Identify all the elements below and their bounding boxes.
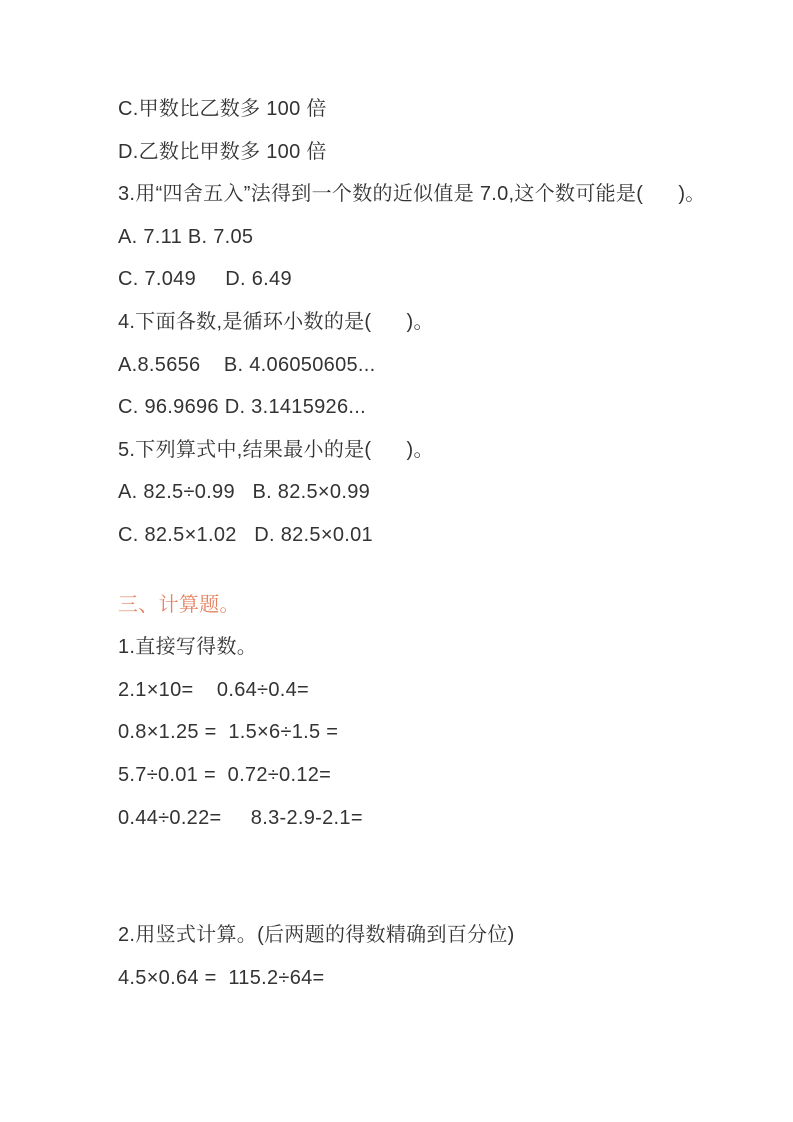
calculation-row-5: 4.5×0.64 = 115.2÷64= <box>118 966 325 989</box>
section-heading-calculation: 三、计算题。 <box>118 593 240 616</box>
question-3: 3.用“四舍五入”法得到一个数的近似值是 7.0,这个数可能是( )。 <box>118 183 706 206</box>
calculation-row-4: 0.44÷0.22= 8.3-2.9-2.1= <box>118 806 363 829</box>
choice-options-q4-cd: C. 96.9696 D. 3.1415926... <box>118 396 366 419</box>
question-5: 5.下列算式中,结果最小的是( )。 <box>118 438 434 461</box>
choice-options-q5-ab: A. 82.5÷0.99 B. 82.5×0.99 <box>118 481 371 504</box>
choice-options-q5-cd: C. 82.5×1.02 D. 82.5×0.01 <box>118 523 373 546</box>
choice-options-q4-ab: A.8.5656 B. 4.06050605... <box>118 353 376 376</box>
choice-option-q2-d: D.乙数比甲数多 100 倍 <box>118 140 327 163</box>
calculation-row-3: 5.7÷0.01 = 0.72÷0.12= <box>118 763 332 786</box>
question-4: 4.下面各数,是循环小数的是( )。 <box>118 310 434 333</box>
instruction-column-calculation: 2.用竖式计算。(后两题的得数精确到百分位) <box>118 924 515 947</box>
worksheet-content <box>118 88 748 999</box>
calculation-row-2: 0.8×1.25 = 1.5×6÷1.5 = <box>118 721 339 744</box>
choice-options-q3-ab: A. 7.11 B. 7.05 <box>118 225 254 248</box>
choice-options-q3-cd: C. 7.049 D. 6.49 <box>118 268 292 291</box>
choice-option-q2-c: C.甲数比乙数多 100 倍 <box>118 98 327 120</box>
instruction-mental-math: 1.直接写得数。 <box>118 636 258 659</box>
calculation-row-1: 2.1×10= 0.64÷0.4= <box>118 678 310 701</box>
